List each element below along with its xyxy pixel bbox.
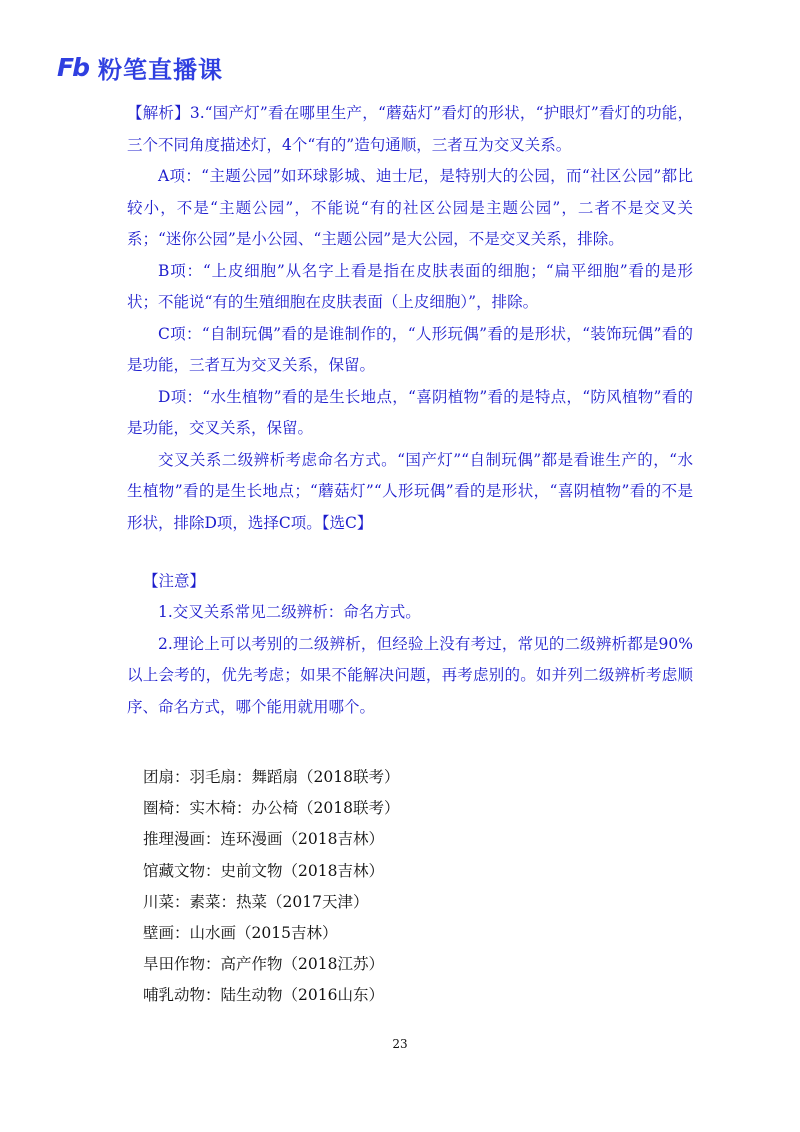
analysis-section (127, 98, 693, 539)
analysis-intro: 【解析】3.“国产灯”看在哪里生产，“蘑菇灯”看灯的形状，“护眼灯”看灯的功能，三个不同角度描述灯，4个“有的”造句通顺，三者互为交叉关系。 (127, 104, 693, 154)
note-section (127, 566, 693, 723)
example-list (143, 762, 399, 1012)
analysis-option-b: B项：“上皮细胞”从名字上看是指在皮肤表面的细胞；“扁平细胞”看的是形状；不能说“有的生殖细胞在皮肤表面（上皮细胞）”，排除。 (127, 261, 693, 311)
brand-name: 粉笔直播课 (97, 56, 223, 84)
list-item: 团扇：羽毛扇：舞蹈扇（2018联考） (143, 768, 400, 786)
list-item: 推理漫画：连环漫画（2018吉林） (143, 830, 384, 849)
note-item: 1.交叉关系常见二级辨析：命名方式。 (158, 603, 421, 621)
page-number: 23 (392, 1037, 408, 1051)
list-item: 圈椅：实木椅：办公椅（2018联考） (143, 799, 400, 818)
fb-logo-icon: Fb (57, 53, 88, 82)
analysis-option-d: D项：“水生植物”看的是生长地点，“喜阴植物”看的是特点，“防风植物”看的是功能，交叉关系，保留。 (127, 387, 693, 437)
analysis-conclusion: 交叉关系二级辨析考虑命名方式。“国产灯”“自制玩偶”都是看谁生产的，“水生植物”看的是生长地点；“蘑菇灯”“人形玩偶”看的是形状，“喜阴植物”看的不是形状，排除D项，选择C项。【选C】 (127, 450, 693, 532)
list-item: 壁画：山水画（2015吉林） (143, 924, 338, 943)
list-item: 川菜：素菜：热菜（2017天津） (143, 892, 369, 911)
note-item: 2.理论上可以考别的二级辨析，但经验上没有考过，常见的二级辨析都是90%以上会考的，优先考虑；如果不能解决问题，再考虑别的。如并列二级辨析考虑顺序、命名方式，哪个能用就用哪个。 (127, 634, 693, 716)
note-title: 【注意】 (143, 572, 206, 590)
analysis-option-a: A项：“主题公园”如环球影城、迪士尼，是特别大的公园，而“社区公园”都比较小，不是“主题公园”，不能说“有的社区公园是主题公园”，二者不是交叉关系；“迷你公园”是小公园、“主题公园”是大公园，不是交叉关系，排除。 (127, 167, 693, 248)
list-item: 哺乳动物：陆生动物（2016山东） (143, 986, 384, 1005)
list-item: 馆藏文物：史前文物（2018吉林） (143, 861, 384, 880)
brand-logo (57, 50, 223, 85)
list-item: 旱田作物：高产作物（2018江苏） (143, 955, 384, 974)
analysis-option-c: C项：“自制玩偶”看的是谁制作的，“人形玩偶”看的是形状，“装饰玩偶”看的是功能，三者互为交叉关系，保留。 (127, 324, 693, 374)
